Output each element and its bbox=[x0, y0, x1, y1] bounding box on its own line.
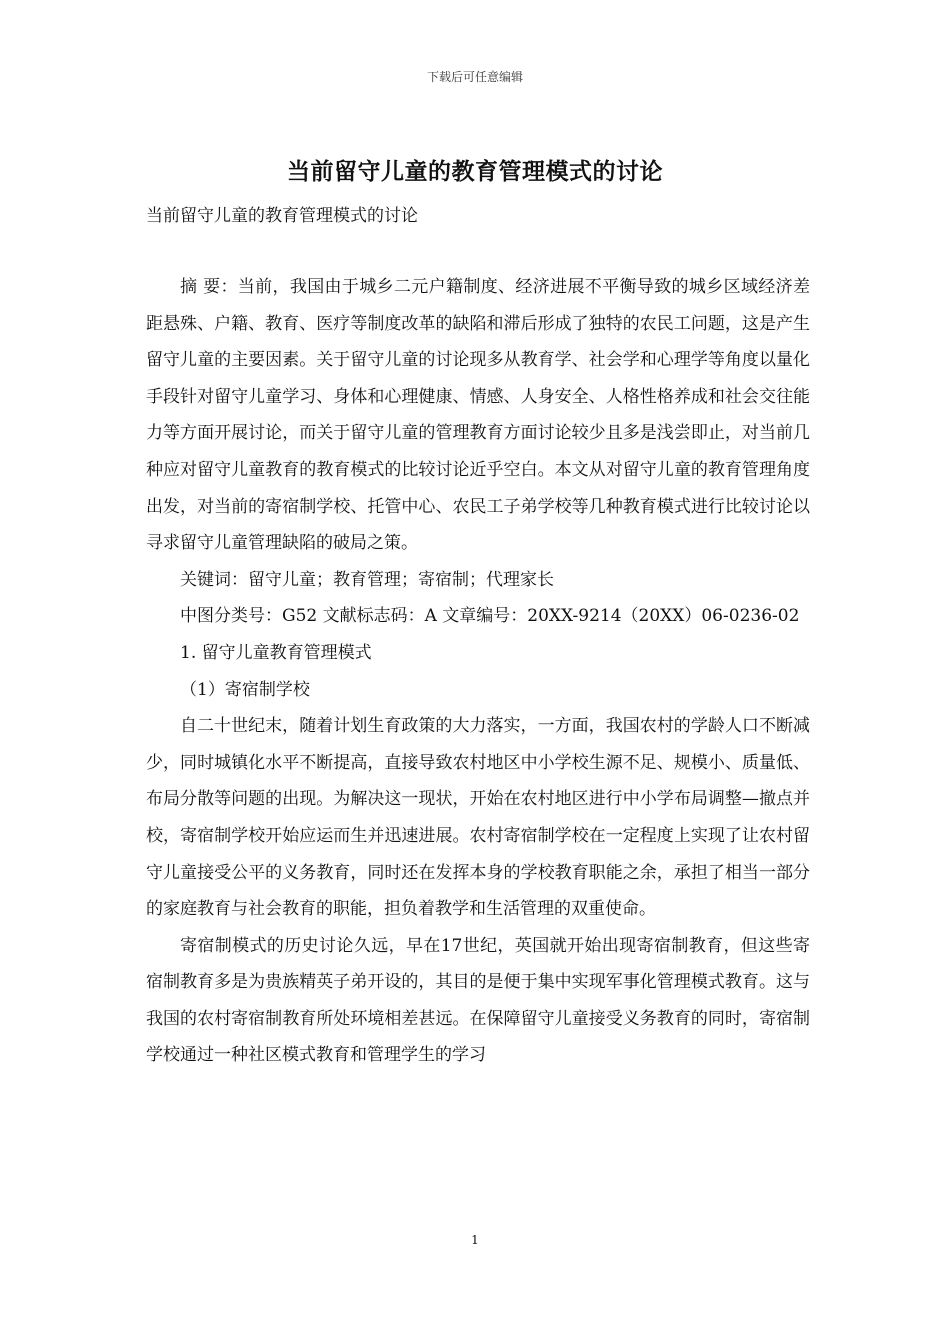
page-number: 1 bbox=[471, 1233, 479, 1247]
abstract-paragraph: 摘 要：当前，我国由于城乡二元户籍制度、经济进展不平衡导致的城乡区域经济差距悬殊、户籍、教育、医疗等制度改革的缺陷和滞后形成了独特的农民工问题，这是产生留守儿童的主要因素。关于留守儿童的讨论现多从教育学、社会学和心理学等角度以量化手段针对留守儿童学习、身体和心理健康、情感、人身安全、人格性格养成和社会交往能力等方面开展讨论，而关于留守儿童的管理教育方面讨论较少且多是浅尝即止，对当前几种应对留守儿童教育的教育模式的比较讨论近乎空白。本文从对留守儿童的教育管理角度出发，对当前的寄宿制学校、托管中心、农民工子弟学校等几种教育模式进行比较讨论以寻求留守儿童管理缺陷的破局之策。 bbox=[146, 277, 810, 554]
section-heading-1: 1. 留守儿童教育管理模式 bbox=[180, 642, 372, 663]
document-title: 当前留守儿童的教育管理模式的讨论 bbox=[287, 158, 663, 185]
document-body bbox=[146, 269, 810, 1074]
keywords-line: 关键词：留守儿童；教育管理；寄宿制；代理家长 bbox=[180, 569, 554, 590]
document-subtitle: 当前留守儿童的教育管理模式的讨论 bbox=[146, 206, 418, 226]
body-paragraph: 寄宿制模式的历史讨论久远，早在17世纪，英国就开始出现寄宿制教育，但这些寄宿制教育多是为贵族精英子弟开设的，其目的是便于集中实现军事化管理模式教育。这与我国的农村寄宿制教育所处环境相差甚远。在保障留守儿童接受义务教育的同时，寄宿制学校通过一种社区模式教育和管理学生的学习 bbox=[146, 935, 810, 1066]
header-note: 下载后可任意编辑 bbox=[426, 70, 523, 84]
body-paragraph: 自二十世纪末，随着计划生育政策的大力落实，一方面，我国农村的学龄人口不断减少，同时城镇化水平不断提高，直接导致农村地区中小学校生源不足、规模小、质量低、布局分散等问题的出现。为解决这一现状，开始在农村地区进行中小学布局调整—撤点并校，寄宿制学校开始应运而生并迅速进展。农村寄宿制学校在一定程度上实现了让农村留守儿童接受公平的义务教育，同时还在发挥本身的学校教育职能之余，承担了相当一部分的家庭教育与社会教育的职能，担负着教学和生活管理的双重使命。 bbox=[146, 716, 810, 920]
classification-line: 中图分类号：G52 文献标志码：A 文章编号：20XX-9214（20XX）06-0236-02 bbox=[180, 606, 800, 627]
subsection-heading-1: （1）寄宿制学校 bbox=[180, 679, 310, 700]
